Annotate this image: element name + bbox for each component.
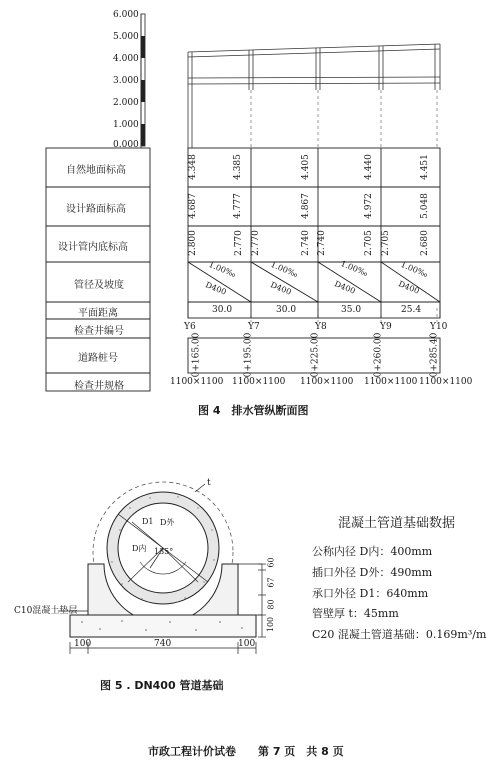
- ground-elev: 4.440: [363, 154, 374, 180]
- well-spec: 1100×1100: [364, 377, 418, 387]
- dim-80: 80: [266, 599, 276, 610]
- invert-elev: 2.740: [300, 230, 311, 256]
- well-number: Y9: [380, 322, 392, 332]
- invert-elev: 2.680: [419, 230, 430, 256]
- row-label-ground: 自然地面标高: [66, 165, 126, 176]
- pipe-profile-band: [188, 44, 440, 148]
- road-elev: 4.687: [187, 193, 198, 219]
- dim-angle: 135°: [154, 547, 174, 556]
- invert-elev: 2.770: [250, 230, 261, 256]
- invert-elev: 2.770: [233, 230, 244, 256]
- dim-d-inner: D内: [132, 544, 147, 553]
- station-value: 0+195.00: [243, 332, 254, 378]
- scale-label: 5.000: [113, 32, 139, 42]
- dim-740: 740: [154, 639, 172, 649]
- dim-100-bottom-right: 100: [238, 639, 256, 649]
- diameter-label: D400: [269, 280, 293, 297]
- distance-value: 30.0: [276, 305, 297, 315]
- foundation-data-item: 承口外径 D1：640mm: [312, 587, 429, 600]
- ground-elev: 4.405: [300, 154, 311, 180]
- diameter-label: D400: [333, 279, 357, 296]
- invert-elev: 2.800: [187, 230, 198, 256]
- dim-100-left: 100: [74, 639, 92, 649]
- slope-label: 1.00‰: [269, 259, 300, 280]
- well-spec: 1100×1100: [232, 377, 286, 387]
- slope-label: 1.00‰: [399, 259, 430, 280]
- row-label-slope: 管径及坡度: [74, 280, 124, 291]
- row-label-invert: 设计管内底标高: [58, 242, 128, 253]
- dim-100-right: 100: [266, 616, 276, 633]
- foundation-data-item: 公称内径 D内：400mm: [312, 545, 433, 558]
- well-spec: 1100×1100: [170, 377, 224, 387]
- station-value: 0+225.00: [310, 332, 321, 378]
- dim-t: t: [207, 478, 211, 488]
- row-label-well-spec: 检查井规格: [74, 381, 124, 392]
- dim-60: 60: [266, 557, 276, 568]
- slope-label: 1.00‰: [207, 259, 238, 280]
- foundation-data-item: 插口外径 D外：490mm: [312, 566, 433, 579]
- road-elev: 4.777: [232, 193, 243, 219]
- well-number: Y7: [248, 322, 260, 332]
- foundation-data-item: 管壁厚 t：45mm: [312, 607, 399, 620]
- dim-67: 67: [266, 577, 276, 588]
- diameter-label: D400: [397, 279, 421, 296]
- ground-elev: 4.451: [419, 154, 430, 180]
- station-value: 0+260.00: [373, 332, 384, 378]
- row-label-station: 道路桩号: [78, 353, 118, 364]
- scale-label: 2.000: [113, 98, 139, 108]
- cushion-label: C10混凝土垫层: [14, 606, 78, 616]
- well-spec: 1100×1100: [419, 377, 473, 387]
- well-spec: 1100×1100: [300, 377, 354, 387]
- station-value: 0+165.00: [191, 332, 202, 378]
- slope-label: 1.00‰: [339, 258, 370, 279]
- row-label-distance: 平面距离: [78, 308, 118, 319]
- foundation-data-title: 混凝土管道基础数据: [338, 516, 456, 531]
- road-elev: 5.048: [419, 193, 430, 219]
- distance-value: 30.0: [212, 305, 233, 315]
- invert-elev: 2.740: [316, 230, 327, 256]
- elevation-scale-bar: [141, 14, 145, 148]
- row-label-road: 设计路面标高: [66, 204, 126, 215]
- distance-value: 35.0: [341, 305, 362, 315]
- diameter-label: D400: [204, 280, 228, 297]
- road-elev: 4.972: [363, 193, 374, 219]
- station-value: 0+285.40: [429, 332, 440, 378]
- scale-label: 3.000: [113, 76, 139, 86]
- well-number: Y6: [184, 322, 196, 332]
- dim-d1: D1: [142, 517, 154, 526]
- distance-value: 25.4: [401, 305, 422, 315]
- page-footer: 市政工程计价试卷 第 7 页 共 8 页: [148, 745, 344, 758]
- figure-4-caption: 图 4 排水管纵断面图: [198, 404, 309, 417]
- scale-label: 6.000: [113, 10, 139, 20]
- dim-d-outer: D外: [160, 518, 175, 527]
- scale-label: 0.000: [113, 140, 139, 150]
- well-number: Y10: [430, 322, 448, 332]
- invert-elev: 2.705: [380, 230, 391, 256]
- scale-label: 4.000: [113, 54, 139, 64]
- invert-elev: 2.705: [363, 230, 374, 256]
- row-label-well-no: 检查井编号: [74, 326, 124, 337]
- ground-elev: 4.385: [232, 154, 243, 180]
- scale-label: 1.000: [113, 120, 139, 130]
- ground-elev: 4.348: [187, 154, 198, 180]
- foundation-data-item: C20 混凝土管道基础：0.169m³/m: [312, 628, 487, 641]
- figure-5-caption: 图 5 . DN400 管道基础: [100, 679, 224, 692]
- well-number: Y8: [315, 322, 327, 332]
- road-elev: 4.867: [300, 193, 311, 219]
